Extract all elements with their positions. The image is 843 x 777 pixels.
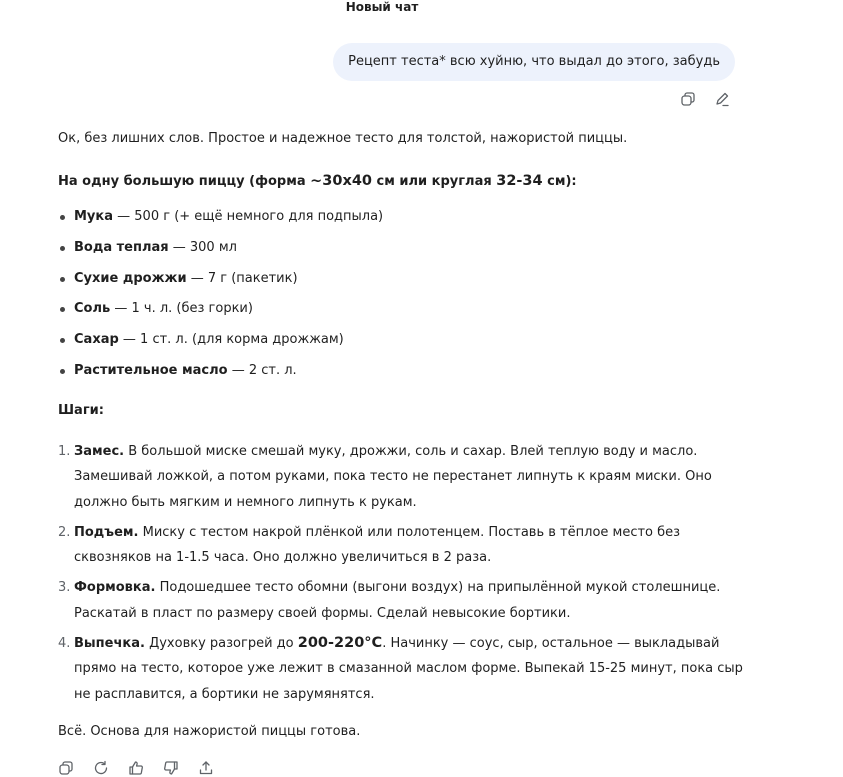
ingredient-item xyxy=(58,329,383,360)
step-item xyxy=(58,575,748,626)
step-title: Подъем. xyxy=(74,524,139,540)
step-text-continued: . Начинку — соус, сыр, остальное — выкладывай прямо на тесто, которое уже лежит в смазанной маслом форме. Выпекай 15-25 минут, пока сыр не расплавится, а бортики не зарумянятся. xyxy=(74,636,743,702)
share-button[interactable] xyxy=(197,759,215,777)
step-item xyxy=(58,631,748,707)
user-message-text: Рецепт теста* всю хуйню, что выдал до этого, забудь xyxy=(348,54,720,69)
regenerate-button[interactable] xyxy=(92,759,110,777)
ingredient-item xyxy=(58,360,383,391)
servings-heading xyxy=(58,170,577,193)
step-text: Подошедшее тесто обомни (выгони воздух) на припылённой мукой столешнице. Раскатай в пласт по размеру своей формы. Сделай невысокие бортики. xyxy=(74,580,721,621)
refresh-icon xyxy=(93,760,109,776)
copy-response-button[interactable] xyxy=(57,759,75,777)
step-text: Духовку разогрей до xyxy=(144,636,298,652)
step-title: Выпечка. xyxy=(74,636,145,652)
answer-intro: Ок, без лишних слов. Простое и надежное тесто для толстой, нажористой пиццы. xyxy=(58,131,628,146)
ingredient-amount: — 7 г (пакетик) xyxy=(186,270,298,286)
ingredient-item xyxy=(58,298,383,329)
ingredient-amount: — 1 ст. л. (для корма дрожжам) xyxy=(118,332,344,348)
servings-heading-mid: см или круглая xyxy=(372,174,497,189)
ingredient-name: Растительное масло xyxy=(74,362,228,378)
ingredient-name: Сахар xyxy=(74,332,119,348)
copy-icon xyxy=(58,760,74,776)
ingredient-name: Вода теплая xyxy=(74,239,169,255)
step-text: В большой миске смешай муку, дрожжи, соль и сахар. Влей теплую воду и масло. Замешивай ложкой, а потом руками, пока тесто не перестанет липнуть к краям миски. Оно должно быть мягким и немного липнуть к рукам. xyxy=(74,444,712,510)
step-item xyxy=(58,520,748,571)
step-title: Замес. xyxy=(74,444,125,459)
thumbs-up-icon xyxy=(128,760,144,776)
ingredient-item xyxy=(58,206,383,237)
share-icon xyxy=(198,760,214,776)
dislike-button[interactable] xyxy=(162,759,180,777)
chat-title: Новый чат xyxy=(345,0,419,14)
servings-size-round: 32-34 xyxy=(496,173,543,189)
copy-user-message-button[interactable] xyxy=(679,90,697,108)
copy-icon xyxy=(680,91,696,107)
step-item xyxy=(58,439,748,515)
ingredients-list xyxy=(58,206,383,391)
steps-list xyxy=(58,439,748,712)
ingredient-item xyxy=(58,237,383,268)
ingredient-name: Сухие дрожжи xyxy=(74,270,187,286)
ingredient-amount: — 300 мл xyxy=(168,239,237,255)
ingredient-amount: — 500 г (+ ещё немного для подпыла) xyxy=(113,209,384,224)
pencil-icon xyxy=(714,91,730,107)
assistant-message-actions xyxy=(57,759,215,777)
steps-heading: Шаги: xyxy=(58,403,104,418)
step-title: Формовка. xyxy=(74,580,156,596)
ingredient-amount: — 2 ст. л. xyxy=(227,362,297,378)
servings-heading-prefix: На одну большую пиццу (форма xyxy=(58,174,311,189)
ingredient-name: Мука xyxy=(74,209,114,224)
step-number: 4. xyxy=(58,636,71,652)
user-message-bubble xyxy=(333,43,735,81)
edit-user-message-button[interactable] xyxy=(713,90,731,108)
step-number: 2. xyxy=(58,524,71,540)
ingredient-item xyxy=(58,268,383,299)
thumbs-down-icon xyxy=(163,760,179,776)
like-button[interactable] xyxy=(127,759,145,777)
answer-outro: Всё. Основа для нажористой пиццы готова. xyxy=(58,724,361,739)
oven-temperature: 200-220°C xyxy=(297,635,383,652)
step-number: 3. xyxy=(58,580,71,596)
step-number: 1. xyxy=(58,444,71,459)
ingredient-name: Соль xyxy=(74,301,111,317)
servings-size-rect: ~30x40 xyxy=(310,173,373,189)
user-message-actions xyxy=(679,90,731,108)
step-text: Миску с тестом накрой плёнкой или полотенцем. Поставь в тёплое место без сквозняков на 1-1.5 часа. Оно должно увеличиться в 2 раза. xyxy=(74,524,681,566)
ingredient-amount: — 1 ч. л. (без горки) xyxy=(110,301,253,317)
servings-heading-suffix: см): xyxy=(542,174,577,189)
